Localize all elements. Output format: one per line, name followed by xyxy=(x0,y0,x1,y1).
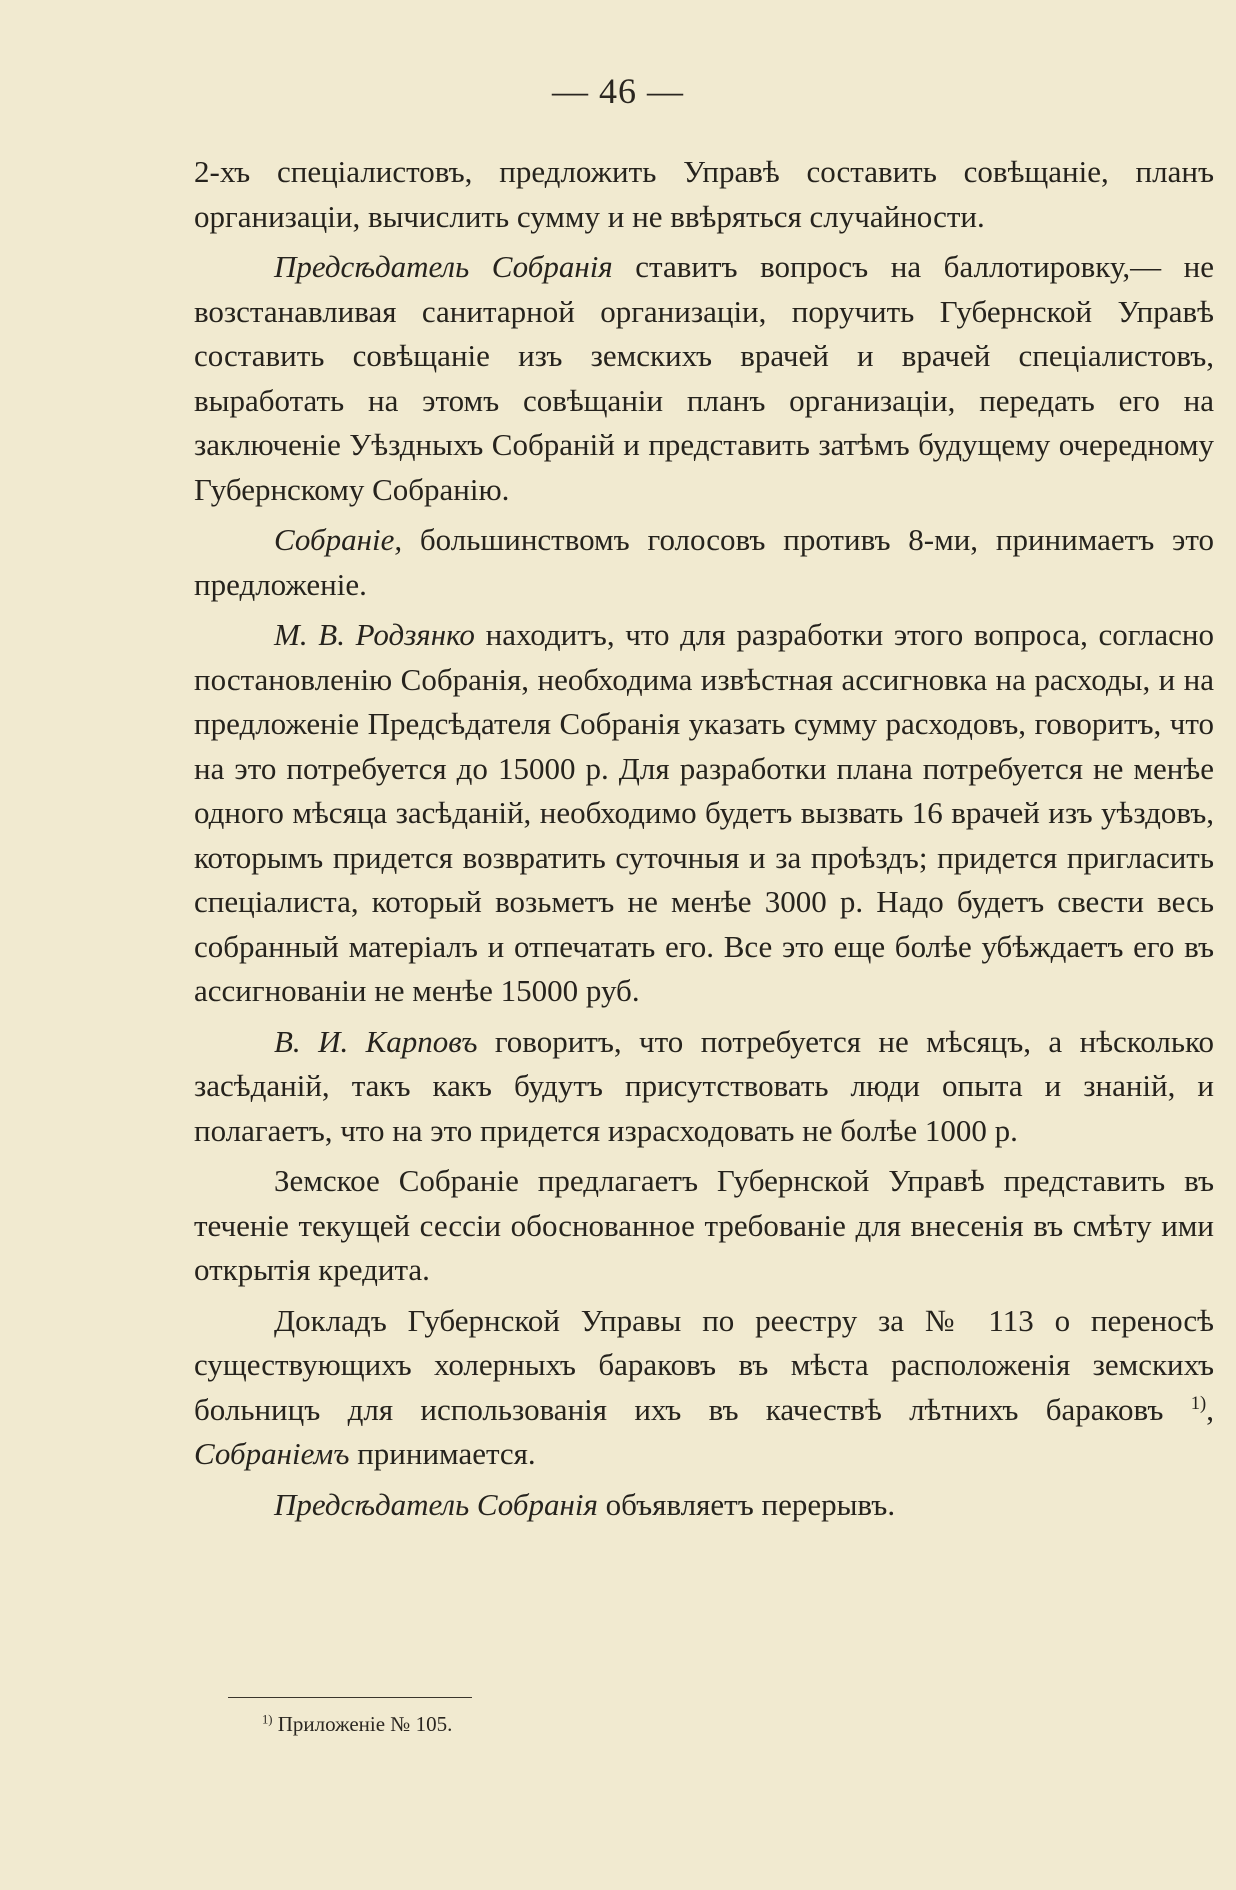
paragraph-text: говоритъ, что потребуется не мѣсяцъ, а нѣсколько засѣданій, такъ какъ будутъ присутствовать люди опыта и знаній, и полагаетъ, что на это придется израсходовать не болѣе 1000 р. xyxy=(194,1023,1214,1148)
paragraph-5 xyxy=(194,1020,1214,1154)
paragraph-8 xyxy=(194,1483,1214,1528)
page-number: — 46 — xyxy=(552,71,684,111)
paragraph-6 xyxy=(194,1159,1214,1293)
footnote xyxy=(262,1712,452,1737)
paragraph-7 xyxy=(194,1299,1214,1477)
speaker-name: Предсѣдатель Собранія xyxy=(274,1486,598,1522)
paragraph-text: Земское Собраніе предлагаетъ Губернской Управѣ представить въ теченіе текущей сессіи обоснованное требованіе для внесенія въ смѣту ими открытія кредита. xyxy=(194,1163,1214,1287)
paragraph-2 xyxy=(194,245,1214,512)
paragraph-text: 2-хъ спеціалистовъ, предложить Управѣ составить совѣщаніе, планъ организаціи, вычислить сумму и не ввѣряться случайности. xyxy=(194,154,1214,234)
paragraph-text: большинствомъ голосовъ противъ 8-ми, принимаетъ это предложеніе. xyxy=(194,522,1214,602)
speaker-name: В. И. Карповъ xyxy=(274,1023,478,1059)
paragraph-4 xyxy=(194,613,1214,1014)
paragraph-text: ставитъ вопросъ на баллотировку,— не возстанавливая санитарной организаціи, поручить Губернской Управѣ составить совѣщаніе изъ земскихъ врачей и врачей спеціалистовъ, выработать на этомъ совѣщаніи планъ организаціи, передать его на заключеніе Уѣздныхъ Собраній и представить затѣмъ будущему очередному Губернскому Собранію. xyxy=(194,249,1214,507)
paragraph-text: объявляетъ перерывъ. xyxy=(597,1486,896,1522)
paragraph-3 xyxy=(194,518,1214,607)
footnote-divider xyxy=(228,1697,472,1698)
paragraph-text: принимается. xyxy=(349,1436,536,1471)
footnote-reference: 1) xyxy=(1190,1392,1207,1414)
paragraph-text: находитъ, что для разработки этого вопроса, согласно постановленію Собранія, необходима извѣстная ассигновка на расходы, и на предложеніе Предсѣдателя Собранія указать сумму расходовъ, говоритъ, что на это потребуется до 15000 р. Для разработки плана потребуется не менѣе одного мѣсяца засѣданій, необходимо будетъ вызвать 16 врачей изъ уѣздовъ, которымъ придется возвратить суточныя и за проѣздъ; придется пригласить спеціалиста, который возьметъ не менѣе 3000 р. Надо будетъ свести весь собранный матеріалъ и отпечатать его. Все это еще болѣе убѣждаетъ его въ ассигнованіи не менѣе 15000 руб. xyxy=(194,617,1214,1008)
paragraph-text: , xyxy=(1206,1391,1214,1427)
paragraph-text: Докладъ Губернской Управы по реестру за № 113 о переносѣ существующихъ холерныхъ бараковъ въ мѣста расположенія земскихъ больницъ для использованія ихъ въ качествѣ лѣтнихъ бараковъ xyxy=(194,1302,1214,1427)
footnote-text: Приложеніе № 105. xyxy=(272,1712,453,1736)
paragraph-1 xyxy=(194,150,1214,239)
speaker-name: Предсѣдатель Собранія xyxy=(274,249,613,284)
page-body xyxy=(194,150,1214,1533)
footnote-marker: 1) xyxy=(262,1712,273,1727)
speaker-name: Собраніемъ xyxy=(194,1436,350,1471)
speaker-name: М. В. Родзянко xyxy=(274,617,475,652)
speaker-name: Собраніе, xyxy=(274,522,403,557)
